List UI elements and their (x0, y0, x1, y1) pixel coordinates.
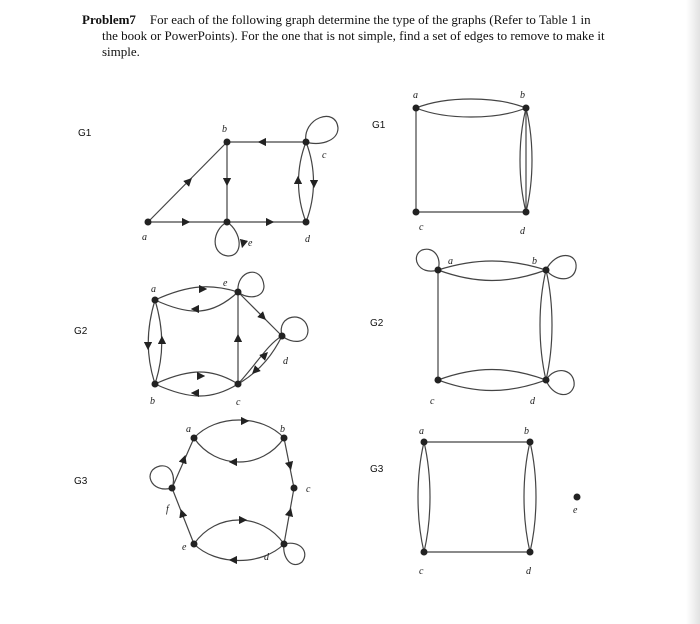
left-g1-label-b: b (222, 124, 227, 135)
problem-line-2: the book or PowerPoints). For the one that is not simple, find a set of edges to remove to make it (102, 28, 605, 43)
left-g3-vertex-b (281, 435, 288, 442)
right-g3-label-c: c (419, 566, 424, 577)
right-g1-vertex-b (523, 105, 530, 112)
left-graph-label-g2: G2 (74, 326, 88, 337)
right-g1-graph (416, 99, 532, 212)
edge-b-d-1 (540, 270, 546, 380)
edge-a-b-1 (416, 99, 526, 108)
left-g2-vertex-d (279, 333, 286, 340)
left-g3-label-c: c (306, 484, 311, 495)
right-g1-label-b: b (520, 90, 525, 101)
edge-a-b-1 (438, 261, 546, 270)
right-g3-vertex-b (527, 439, 534, 446)
left-g1-vertex-b (224, 139, 231, 146)
edge-e-d-2 (194, 544, 284, 561)
loop-b (546, 256, 576, 279)
right-g3-label-d: d (526, 566, 531, 577)
right-g2-label-b: b (532, 256, 537, 267)
problem-line-3: simple. (102, 44, 140, 59)
right-g2-vertex-a (435, 267, 442, 274)
edge-b-d-2 (520, 108, 526, 212)
loop-c (306, 116, 338, 143)
right-g2-label-c: c (430, 396, 435, 407)
left-g3-label-a: a (186, 424, 191, 435)
edge-b-c-2 (155, 384, 238, 396)
left-g3-vertex-f (169, 485, 176, 492)
left-g2-label-a: a (151, 284, 156, 295)
right-graph-label-g3: G3 (370, 464, 384, 475)
edge-b-d-3 (526, 108, 532, 212)
problem-line-1: Problem7 For each of the following graph determine the type of the graphs (Refer to Table 1 in (82, 12, 591, 27)
left-g2-vertex-c (235, 381, 242, 388)
left-g1-label-a: a (142, 232, 147, 243)
right-graph-label-g1: G1 (372, 120, 386, 131)
edge-a-b-2 (416, 108, 526, 117)
right-g3-graph (418, 442, 536, 552)
loop-d (546, 371, 574, 395)
loop-e (238, 272, 264, 297)
edge-a-f (172, 438, 194, 488)
right-g2-label-a: a (448, 256, 453, 267)
left-g1-vertex-a (145, 219, 152, 226)
loop-e (215, 222, 239, 256)
left-g1-vertex-e (224, 219, 231, 226)
left-g3-vertex-e (191, 541, 198, 548)
right-g3-label-e: e (573, 505, 578, 516)
right-g3-label-a: a (419, 426, 424, 437)
edge-b-d-2 (530, 442, 536, 552)
edge-a-b-1 (194, 420, 284, 438)
right-g2-vertex-c (435, 377, 442, 384)
loop-d (284, 543, 305, 564)
right-g1-label-d: d (520, 226, 525, 237)
right-g3-label-b: b (524, 426, 529, 437)
left-g2-vertex-e (235, 289, 242, 296)
left-graph-label-g1: G1 (78, 128, 92, 139)
left-g3-label-f: f (166, 504, 169, 515)
left-g2-label-b: b (150, 396, 155, 407)
arrow-loop-e (243, 240, 244, 244)
edge-c-d-1 (299, 142, 307, 222)
edge-a-c-1 (418, 442, 424, 552)
left-g2-vertex-b (152, 381, 159, 388)
edge-a-b-2 (155, 300, 162, 384)
left-g3-vertex-c (291, 485, 298, 492)
right-g2-label-d: d (530, 396, 535, 407)
edge-a-c-2 (424, 442, 430, 552)
edge-c-d-1 (438, 370, 546, 381)
left-g1-vertex-c (303, 139, 310, 146)
edge-b-c-1 (155, 372, 238, 384)
right-graph-label-g2: G2 (370, 318, 384, 329)
left-g1-label-e: e (248, 238, 253, 249)
left-g1-vertex-d (303, 219, 310, 226)
edge-c-d-1 (238, 336, 282, 384)
problem-title: Problem7 (82, 12, 136, 27)
arrow-e-f (182, 513, 183, 516)
loop-d (281, 317, 308, 341)
arrow-e-d (260, 314, 263, 317)
right-g2-vertex-d (543, 377, 550, 384)
right-g3-vertex-e (574, 494, 581, 501)
left-g3-vertex-d (281, 541, 288, 548)
left-g1-label-c: c (322, 150, 327, 161)
left-g3-label-b: b (280, 424, 285, 435)
edge-c-d-2 (438, 380, 546, 391)
left-g2-label-d: d (283, 356, 288, 367)
edge-a-b-1 (148, 300, 155, 384)
edge-b-d-2 (546, 270, 552, 380)
right-g1-label-c: c (419, 222, 424, 233)
left-g3-label-d: d (264, 552, 269, 563)
left-g2-label-c: c (236, 397, 241, 408)
left-graph-label-g3: G3 (74, 476, 88, 487)
right-g1-vertex-d (523, 209, 530, 216)
right-g1-vertex-a (413, 105, 420, 112)
right-g3-vertex-d (527, 549, 534, 556)
left-g3-label-e: e (182, 542, 187, 553)
right-g3-vertex-a (421, 439, 428, 446)
edge-a-b-2 (438, 270, 546, 281)
left-g1-label-d: d (305, 234, 310, 245)
left-g2-label-e: e (223, 278, 228, 289)
right-g3-vertex-c (421, 549, 428, 556)
edge-e-d-1 (194, 520, 284, 544)
edge-c-d-2 (306, 142, 314, 222)
left-g3-vertex-a (191, 435, 198, 442)
right-g1-vertex-c (413, 209, 420, 216)
right-g2-vertex-b (543, 267, 550, 274)
right-g1-label-a: a (413, 90, 418, 101)
edge-b-d-1 (524, 442, 530, 552)
left-g2-vertex-a (152, 297, 159, 304)
edge-a-b-2 (194, 438, 284, 462)
